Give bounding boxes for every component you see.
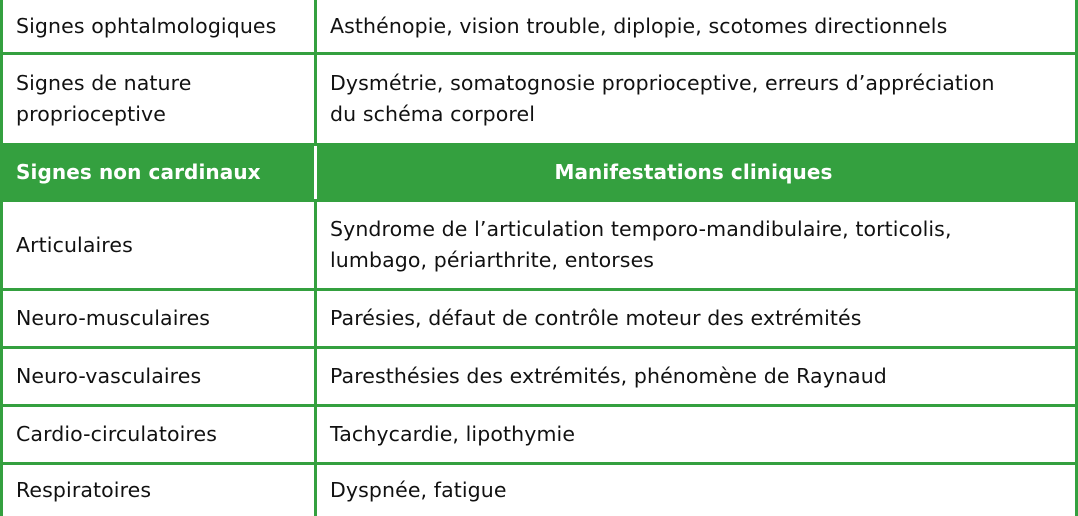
sign-label: Respiratoires: [16, 478, 152, 502]
row-divider: [0, 462, 1078, 465]
table-cell-sign: [0, 55, 317, 143]
manifestation-line: lumbago, périarthrite, entorses: [330, 248, 655, 272]
table-cell-manifestation: [317, 291, 1078, 346]
table-cell-sign: [0, 407, 317, 462]
table-cell-sign: [0, 202, 317, 288]
manifestation-label: Parésies, défaut de contrôle moteur des extrémités: [330, 306, 862, 330]
manifestation-label: [330, 68, 995, 130]
table-cell-sign: [0, 0, 317, 52]
table-cell-manifestation: [317, 0, 1078, 52]
table-cell-manifestation: [317, 349, 1078, 404]
table-header-row: [0, 146, 1078, 199]
table-cell-sign: [0, 349, 317, 404]
sign-label: [16, 68, 191, 130]
manifestation-line: Dysmétrie, somatognosie proprioceptive, erreurs d’appréciation: [330, 71, 995, 95]
row-divider: [0, 52, 1078, 55]
table-cell-sign: [0, 291, 317, 346]
manifestation-label: Dyspnée, fatigue: [330, 478, 507, 502]
table-row: [0, 0, 1078, 52]
table-row: [0, 465, 1078, 516]
table-row: [0, 407, 1078, 462]
sign-label: Neuro-musculaires: [16, 306, 211, 330]
sign-label: Neuro-vasculaires: [16, 364, 202, 388]
manifestation-label: Asthénopie, vision trouble, diplopie, scotomes directionnels: [330, 13, 948, 38]
sign-label: Cardio-circulatoires: [16, 422, 217, 446]
row-divider: [0, 404, 1078, 407]
manifestation-line: Syndrome de l’articulation temporo-mandibulaire, torticolis,: [330, 217, 952, 241]
manifestation-label: [330, 214, 952, 276]
row-divider: [0, 199, 1078, 202]
table-cell-manifestation: [317, 55, 1078, 143]
sign-label: Articulaires: [16, 232, 133, 257]
table-cell-manifestation: [317, 407, 1078, 462]
table-row: [0, 202, 1078, 288]
table-row: [0, 291, 1078, 346]
manifestation-label: Paresthésies des extrémités, phénomène de Raynaud: [330, 364, 887, 388]
column-header-label: Manifestations cliniques: [554, 160, 833, 184]
table-row: [0, 55, 1078, 143]
row-divider: [0, 288, 1078, 291]
column-header-signs: [0, 146, 317, 199]
column-header-label: Signes non cardinaux: [16, 160, 261, 184]
table-cell-manifestation: [317, 202, 1078, 288]
row-divider: [0, 143, 1078, 146]
table-cell-manifestation: [317, 465, 1078, 516]
table-row: [0, 349, 1078, 404]
table-cell-sign: [0, 465, 317, 516]
manifestation-label: Tachycardie, lipothymie: [330, 422, 576, 446]
sign-label-line: Signes de nature: [16, 71, 192, 95]
table-left-border: [0, 0, 3, 516]
sign-label: Signes ophtalmologiques: [16, 13, 277, 38]
sign-label-line: proprioceptive: [16, 102, 166, 126]
manifestation-line: du schéma corporel: [330, 102, 536, 126]
row-divider: [0, 346, 1078, 349]
column-header-manifestations: [317, 146, 1078, 199]
